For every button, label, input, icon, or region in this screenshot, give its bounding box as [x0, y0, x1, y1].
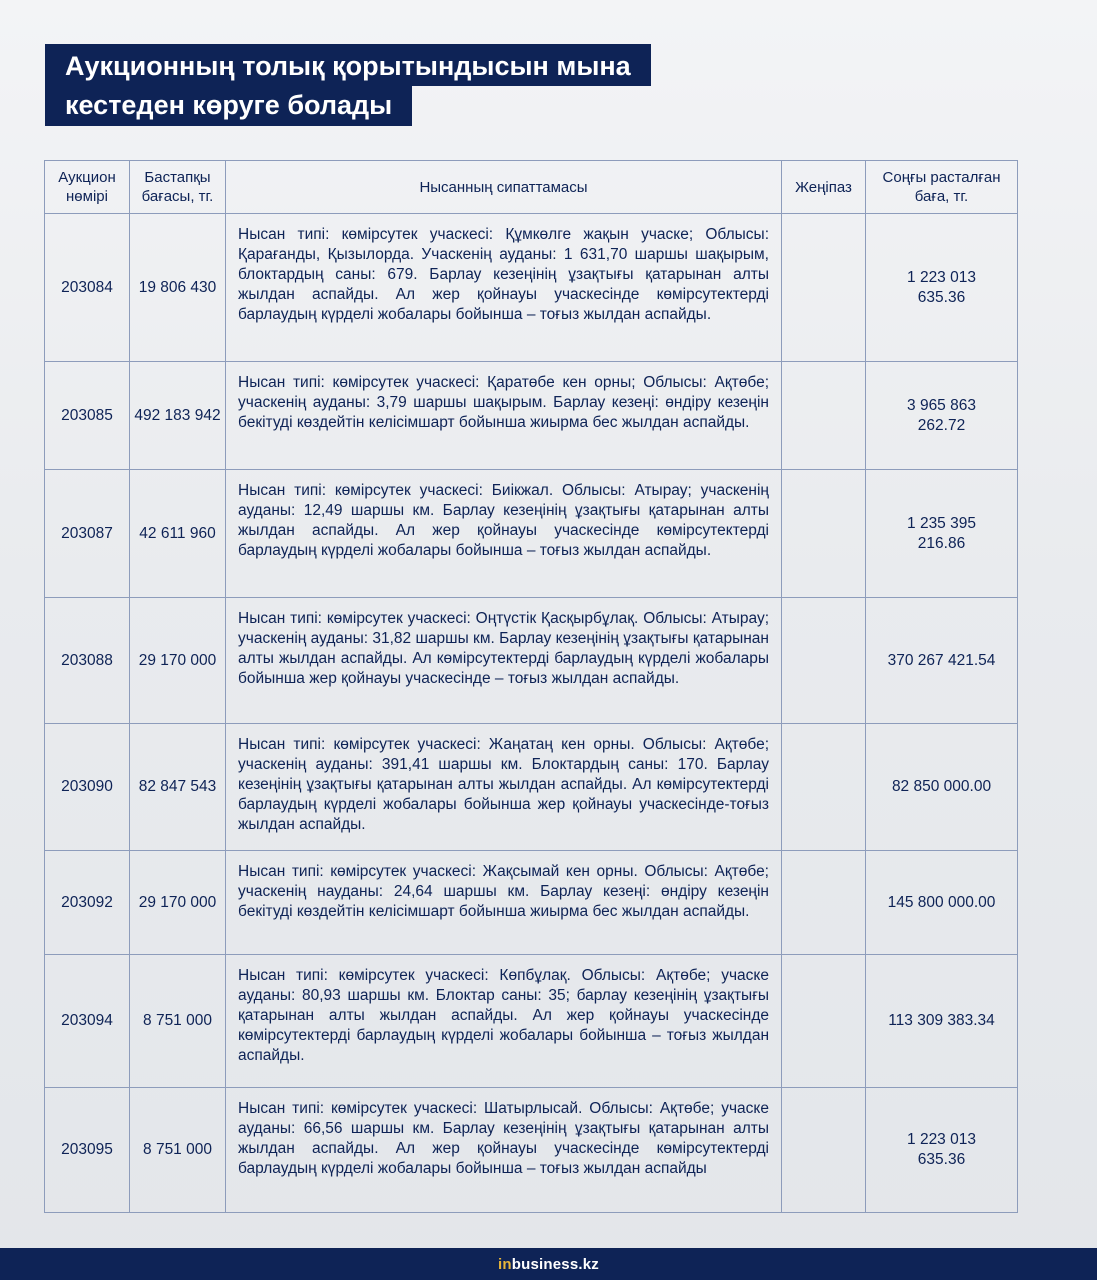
table-row: [45, 598, 1018, 724]
description: Нысан типі: көмірсутек учаскесі: Жаңатаң кен орны. Облысы: Ақтөбе; учаскенің ауданы: 391,41 шаршы км. Блоктардың саны: 170. Барлау кезеңінің ұзақтығы қатарынан алты жылдан аспайды. Ал көмірсутектерді барлаудың күрделі жобалары бойынша жер қойнауы учаскесінде-тоғыз жылдан аспайды.: [226, 724, 782, 851]
auction-number: 203095: [45, 1088, 130, 1213]
final-price: 145 800 000.00: [866, 851, 1018, 955]
table-row: [45, 214, 1018, 362]
auction-number: 203087: [45, 470, 130, 598]
table-row: [45, 362, 1018, 470]
logo-rest: business.kz: [511, 1255, 599, 1273]
title-line-1: Аукционның толық қорытындысын мына: [45, 44, 651, 86]
footer-bar: [0, 1248, 1097, 1280]
start-price: 42 611 960: [130, 470, 226, 598]
description: Нысан типі: көмірсутек учаскесі: Қаратөбе кен орны; Облысы: Ақтөбе; учаскенің ауданы: 3,79 шаршы шақырым. Барлау кезеңі: өндіру кезеңін бекітуді көздейтін келісімшарт бойынша жиырма бес жылдан аспайды.: [226, 362, 782, 470]
auction-number: 203094: [45, 955, 130, 1088]
description: Нысан типі: көмірсутек учаскесі: Оңтүстік Қасқырбұлақ. Облысы: Атырау; учаскенің ауданы: 31,82 шаршы км. Барлау кезеңінің ұзақтығы қатарынан алты жылдан аспайды. Ал көмірсутектерді барлаудың күрделі жобалары бойынша жер қойнауы учаскесінде – тоғыз жылдан аспайды.: [226, 598, 782, 724]
auction-number: 203088: [45, 598, 130, 724]
winner: [782, 1088, 866, 1213]
table-row: [45, 955, 1018, 1088]
auction-number: 203085: [45, 362, 130, 470]
final-price: 370 267 421.54: [866, 598, 1018, 724]
auction-number: 203084: [45, 214, 130, 362]
header-description: Нысанның сипаттамасы: [226, 161, 782, 214]
start-price: 29 170 000: [130, 598, 226, 724]
start-price: 19 806 430: [130, 214, 226, 362]
final-price: 1 223 013 635.36: [866, 1088, 1018, 1213]
winner: [782, 598, 866, 724]
start-price: 82 847 543: [130, 724, 226, 851]
final-price: 1 235 395 216.86: [866, 470, 1018, 598]
header-number: Аукцион нөмірі: [45, 161, 130, 214]
table-row: [45, 470, 1018, 598]
auction-number: 203092: [45, 851, 130, 955]
start-price: 8 751 000: [130, 955, 226, 1088]
winner: [782, 724, 866, 851]
page-title: [45, 44, 651, 126]
winner: [782, 470, 866, 598]
start-price: 8 751 000: [130, 1088, 226, 1213]
winner: [782, 851, 866, 955]
header-start-price: Бастапқы бағасы, тг.: [130, 161, 226, 214]
winner: [782, 362, 866, 470]
description: Нысан типі: көмірсутек учаскесі: Жақсымай кен орны. Облысы: Ақтөбе; учаскенің науданы: 24,64 шаршы км. Барлау кезеңі: өндіру кезеңін бекітуді көздейтін келісімшарт бойынша жиырма бес жылдан аспайды.: [226, 851, 782, 955]
start-price: 492 183 942: [130, 362, 226, 470]
table-header-row: [45, 161, 1018, 214]
description: Нысан типі: көмірсутек учаскесі: Құмкөлге жақын учаске; Облысы: Қарағанды, Қызылорда. Учаскенің ауданы: 1 631,70 шаршы шақырым, блоктардың саны: 679. Барлау кезеңінің ұзақтығы қатарынан алты жылдан аспайды. Ал жер қойнауы учаскесінде көмірсутектерді барлаудың күрделі жобалары бойынша – тоғыз жылдан аспайды.: [226, 214, 782, 362]
description: Нысан типі: көмірсутек учаскесі: Көпбұлақ. Облысы: Ақтөбе; учаске ауданы: 80,93 шаршы км. Блоктар саны: 35; барлау кезеңінің ұзақтығы қатарынан алты жылдан аспайды. Ал жер қойнауы учаскесінде көмірсутектерді барлаудың күрделі жобалары бойынша – тоғыз жылдан аспайды.: [226, 955, 782, 1088]
final-price: 113 309 383.34: [866, 955, 1018, 1088]
table-row: [45, 851, 1018, 955]
description: Нысан типі: көмірсутек учаскесі: Биікжал. Облысы: Атырау; учаскенің ауданы: 12,49 шаршы км. Барлау кезеңінің ұзақтығы қатарынан алты жылдан аспайды. Ал жер қойнауы учаскесінде көмірсутектерді барлаудың күрделі жобалары бойынша – тоғыз жылдан аспайды.: [226, 470, 782, 598]
logo-prefix: in: [498, 1255, 512, 1273]
title-line-2: кестеден көруге болады: [45, 86, 412, 126]
auction-number: 203090: [45, 724, 130, 851]
auction-results-table: [44, 160, 1018, 1213]
table-row: [45, 724, 1018, 851]
table-row: [45, 1088, 1018, 1213]
winner: [782, 955, 866, 1088]
description: Нысан типі: көмірсутек учаскесі: Шатырлысай. Облысы: Ақтөбе; учаске ауданы: 66,56 шаршы км. Барлау кезеңінің ұзақтығы қатарынан алты жылдан аспайды. Ал жер қойнауы учаскесінде көмірсутектерді барлаудың күрделі жобалары бойынша – тоғыз жылдан аспайды: [226, 1088, 782, 1213]
header-final-price: Соңғы расталған баға, тг.: [866, 161, 1018, 214]
final-price: 3 965 863 262.72: [866, 362, 1018, 470]
site-logo[interactable]: [498, 1256, 599, 1273]
winner: [782, 214, 866, 362]
start-price: 29 170 000: [130, 851, 226, 955]
final-price: 1 223 013 635.36: [866, 214, 1018, 362]
header-winner: Жеңіпаз: [782, 161, 866, 214]
final-price: 82 850 000.00: [866, 724, 1018, 851]
